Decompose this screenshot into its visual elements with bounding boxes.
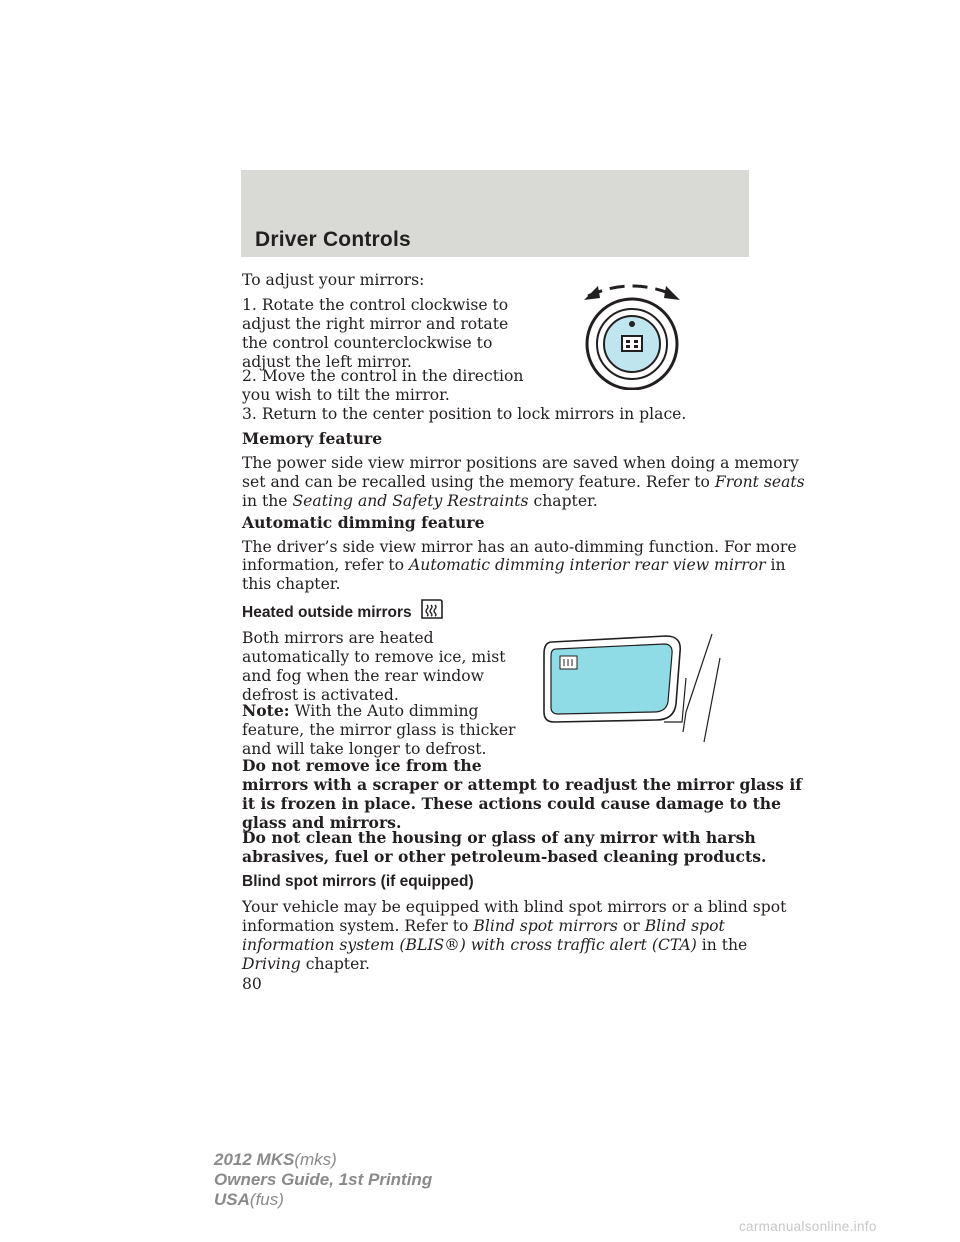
- blind-spot-ref-mirrors: Blind spot mirrors: [473, 917, 618, 935]
- memory-ref-seating-chapter: Seating and Safety Restraints: [292, 492, 529, 510]
- note-label: Note:: [242, 701, 290, 720]
- section-header: [241, 170, 749, 257]
- blind-spot-text: chapter.: [305, 955, 370, 973]
- footer-market: USA: [214, 1190, 250, 1209]
- warning-line: Do not clean the housing or glass of any mirror with harsh: [242, 828, 756, 847]
- heated-line: defrost is activated.: [242, 686, 399, 704]
- heated-line: and fog when the rear window: [242, 667, 484, 685]
- step1-line: adjust the left mirror.: [242, 353, 412, 371]
- memory-line-1: The power side view mirror positions are saved when doing a memory: [242, 454, 799, 472]
- memory-line-3: [242, 492, 598, 511]
- blind-spot-line-3: [242, 936, 747, 955]
- warning-line: mirrors with a scraper or attempt to readjust the mirror glass if: [242, 775, 803, 794]
- dimming-line-3: this chapter.: [242, 575, 341, 593]
- heated-heading-text: Heated outside mirrors: [242, 604, 412, 621]
- dimming-line-2: [242, 556, 786, 575]
- note-line: feature, the mirror glass is thicker: [242, 721, 516, 739]
- heated-heading: [242, 603, 412, 622]
- dimming-ref: Automatic dimming interior rear view mirror: [409, 556, 766, 574]
- step1-line: the control counterclockwise to: [242, 334, 493, 352]
- warning-line: abrasives, fuel or other petroleum-based cleaning products.: [242, 847, 767, 866]
- dimming-text: information, refer to: [242, 556, 405, 574]
- warning-line: glass and mirrors.: [242, 813, 402, 832]
- note-line: and will take longer to defrost.: [242, 740, 487, 758]
- memory-text: set and can be recalled using the memory feature. Refer to: [242, 473, 710, 491]
- dimming-heading: Automatic dimming feature: [242, 513, 485, 532]
- mirrors-step-3: 3. Return to the center position to lock mirrors in place.: [242, 405, 687, 423]
- memory-line-2: [242, 473, 805, 492]
- mirrors-step-1: [242, 296, 508, 372]
- defrost-icon: [420, 596, 444, 622]
- warning-ice-scraper: [242, 756, 802, 832]
- blind-spot-line-4: [242, 955, 370, 974]
- section-title: Driver Controls: [255, 228, 411, 251]
- page-number: 80: [242, 975, 262, 993]
- footer-guide: Owners Guide, 1st Printing: [214, 1170, 433, 1189]
- step2-line: you wish to tilt the mirror.: [242, 386, 450, 404]
- memory-heading: Memory feature: [242, 429, 383, 448]
- heated-line: Both mirrors are heated: [242, 629, 434, 647]
- memory-text: in the: [242, 492, 288, 510]
- footer-market-code: (fus): [249, 1190, 284, 1209]
- dimming-line-1: The driver’s side view mirror has an auto-dimming function. For more: [242, 538, 797, 556]
- note-line: With the Auto dimming: [294, 702, 479, 720]
- blind-spot-ref-driving: Driving: [242, 955, 301, 973]
- blind-spot-ref-blis: Blind spot: [644, 917, 725, 935]
- heated-line: automatically to remove ice, mist: [242, 648, 506, 666]
- blind-spot-text: information system. Refer to: [242, 917, 469, 935]
- blind-spot-text: or: [622, 917, 640, 935]
- blind-spot-line-2: [242, 917, 725, 936]
- blind-spot-heading: Blind spot mirrors (if equipped): [242, 873, 474, 890]
- blind-spot-line-1: Your vehicle may be equipped with blind spot mirrors or a blind spot: [242, 898, 787, 916]
- step1-line: 1. Rotate the control clockwise to: [242, 296, 509, 314]
- mirrors-step-2: [242, 367, 523, 405]
- blind-spot-ref-blis-cont: information system (BLIS®) with cross traffic alert (CTA): [242, 936, 697, 954]
- watermark: carmanualsonline.info: [739, 1219, 877, 1234]
- blind-spot-text: in the: [701, 936, 748, 954]
- warning-cleaning: [242, 828, 766, 866]
- heated-mirror-icon: [536, 628, 722, 748]
- heated-note: [242, 701, 516, 759]
- memory-text: chapter.: [533, 492, 598, 510]
- warning-line: it is frozen in place. These actions could cause damage to the: [242, 794, 782, 813]
- step2-line: 2. Move the control in the direction: [242, 367, 524, 385]
- footer-printing-info: [214, 1150, 432, 1210]
- mirror-control-icon: [576, 270, 688, 390]
- mirrors-intro: To adjust your mirrors:: [242, 271, 425, 289]
- footer-model: 2012 MKS: [214, 1150, 295, 1169]
- heated-description: [242, 629, 505, 705]
- footer-model-code: (mks): [294, 1150, 337, 1169]
- memory-ref-front-seats: Front seats: [714, 473, 805, 491]
- warning-line: Do not remove ice from the: [242, 756, 482, 775]
- step1-line: adjust the right mirror and rotate: [242, 315, 509, 333]
- dimming-text: in: [770, 556, 786, 574]
